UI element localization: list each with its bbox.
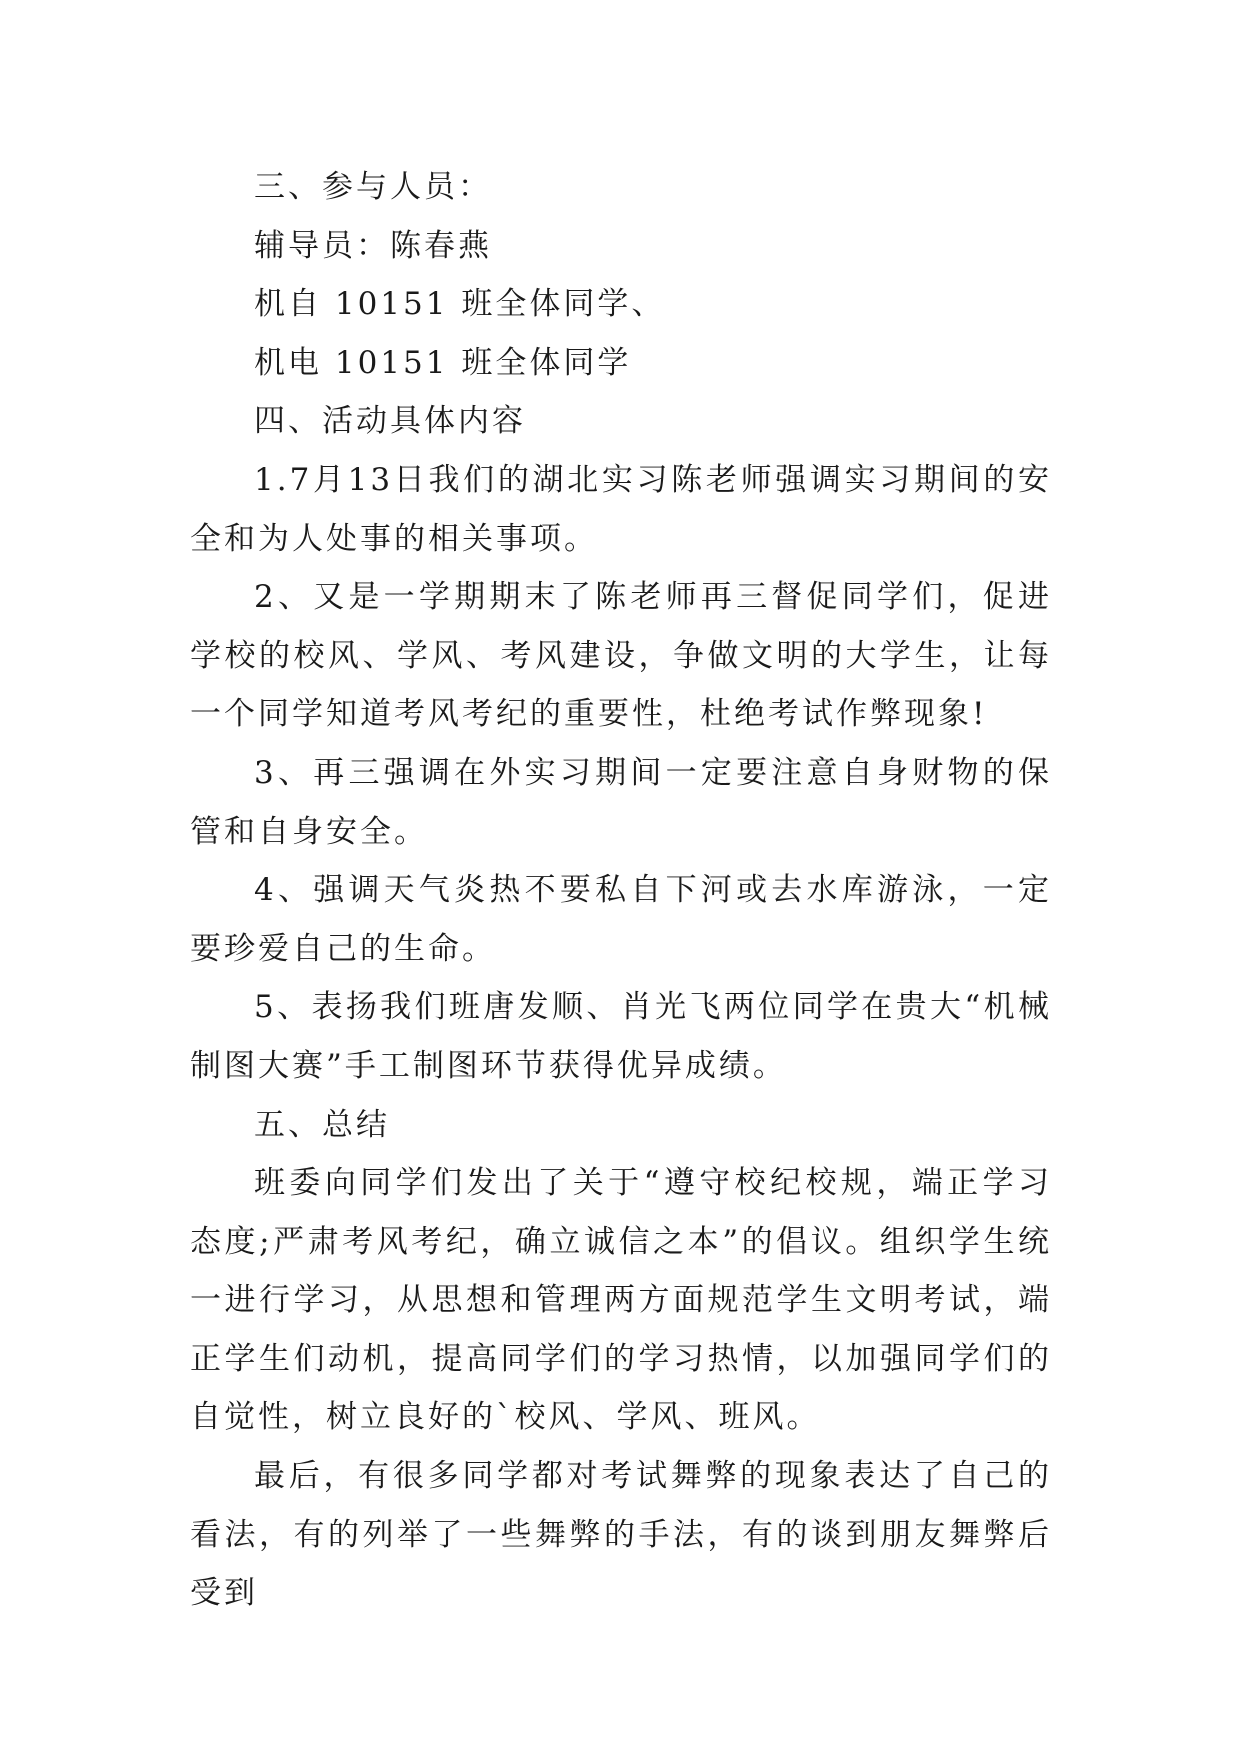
counselor-line: 辅导员：陈春燕 (254, 227, 492, 264)
content-item-3: 3、再三强调在外实习期间一定要注意自身财物的保管和自身安全。 (190, 754, 1052, 850)
content-item-5: 5、表扬我们班唐发顺、肖光飞两位同学在贵大“机械制图大赛”手工制图环节获得优异成绩。 (190, 989, 1052, 1084)
section-heading-participants: 三、参与人员： (254, 169, 492, 205)
class-line-jidian: 机电 10151 班全体同学 (254, 344, 632, 381)
summary-paragraph-2: 最后，有很多同学都对考试舞弊的现象表达了自己的看法，有的列举了一些舞弊的手法，有的谈到朋友舞弊后受到 (190, 1458, 1052, 1612)
content-item-1: 1.7月13日我们的湖北实习陈老师强调实习期间的安全和为人处事的相关事项。 (190, 461, 1052, 557)
section-heading-summary: 五、总结 (254, 1106, 390, 1143)
content-item-2: 2、又是一学期期末了陈老师再三督促同学们，促进学校的校风、学风、考风建设，争做文明的大学生，让每一个同学知道考风考纪的重要性，杜绝考试作弊现象! (190, 579, 1052, 733)
summary-paragraph-1: 班委向同学们发出了关于“遵守校纪校规，端正学习态度;严肃考风考纪，确立诚信之本”的倡议。组织学生统一进行学习，从思想和管理两方面规范学生文明考试，端正学生们动机，提高同学们的学习热情，以加强同学们的自觉性，树立良好的`校风、学风、班风。 (190, 1165, 1052, 1436)
class-line-jizi: 机自 10151 班全体同学、 (254, 286, 666, 323)
document-body (190, 158, 1052, 1623)
section-heading-activity-content: 四、活动具体内容 (254, 403, 526, 440)
content-item-4: 4、强调天气炎热不要私自下河或去水库游泳，一定要珍爱自己的生命。 (190, 872, 1052, 967)
